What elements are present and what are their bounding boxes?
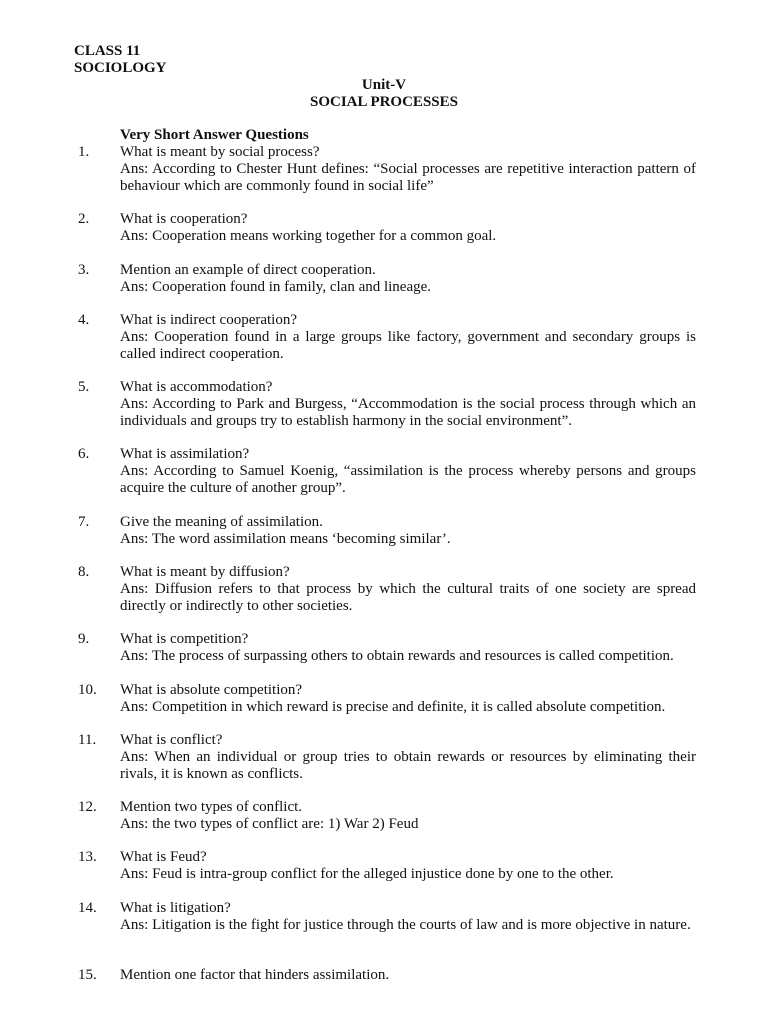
question-number: 3. — [78, 262, 90, 278]
unit-label: Unit-V — [361, 77, 407, 93]
question-text: What is meant by diffusion? — [120, 564, 290, 580]
answer-text: Ans: Diffusion refers to that process by which the cultural traits of one society are spread directly or indirectly to other societies. — [120, 581, 696, 614]
question-number: 1. — [78, 144, 90, 160]
qa-item-9 — [78, 631, 696, 665]
qa-item-13 — [78, 849, 696, 883]
qa-item-8 — [78, 564, 696, 615]
question-number: 8. — [78, 564, 90, 580]
question-number: 5. — [78, 379, 90, 395]
question-number: 15. — [78, 967, 97, 983]
qa-item-6 — [78, 446, 696, 497]
question-number: 7. — [78, 514, 90, 530]
qa-item-10 — [78, 682, 696, 716]
question-text: What is litigation? — [120, 900, 231, 916]
question-number: 11. — [78, 732, 97, 748]
question-number: 14. — [78, 900, 97, 916]
question-text: What is cooperation? — [120, 211, 248, 227]
subject-label: SOCIOLOGY — [74, 60, 167, 76]
question-number: 13. — [78, 849, 97, 865]
question-text: What is Feud? — [120, 849, 207, 865]
qa-item-7 — [78, 514, 696, 548]
qa-item-5 — [78, 379, 696, 430]
qa-item-1 — [78, 144, 696, 195]
answer-text: Ans: Competition in which reward is precise and definite, it is called absolute competition. — [120, 699, 666, 715]
qa-item-14 — [78, 900, 696, 934]
qa-item-2 — [78, 211, 696, 245]
question-number: 12. — [78, 799, 97, 815]
question-text: What is competition? — [120, 631, 249, 647]
answer-text: Ans: Cooperation found in family, clan and lineage. — [120, 279, 432, 295]
question-text: What is accommodation? — [120, 379, 273, 395]
question-text: What is absolute competition? — [120, 682, 303, 698]
qa-item-11 — [78, 732, 696, 783]
qa-item-3 — [78, 262, 696, 296]
question-number: 2. — [78, 211, 90, 227]
question-number: 10. — [78, 682, 97, 698]
question-text: Mention one factor that hinders assimilation. — [120, 967, 390, 983]
answer-text: Ans: Cooperation found in a large groups like factory, government and secondary groups is called indirect cooperation. — [120, 329, 696, 362]
page-title: SOCIAL PROCESSES — [310, 94, 458, 110]
answer-text: Ans: Litigation is the fight for justice through the courts of law and is more objective in nature. — [120, 917, 691, 933]
answer-text: Ans: Feud is intra-group conflict for the alleged injustice done by one to the other. — [120, 866, 614, 882]
answer-text: Ans: the two types of conflict are: 1) War 2) Feud — [120, 816, 419, 832]
answer-text: Ans: According to Park and Burgess, “Accommodation is the social process through which an individuals and groups try to establish harmony in the social environment”. — [120, 396, 696, 429]
answer-text: Ans: According to Chester Hunt defines: “Social processes are repetitive interaction pattern of behaviour which are commonly found in social life” — [120, 161, 696, 194]
question-text: Mention two types of conflict. — [120, 799, 303, 815]
qa-item-4 — [78, 312, 696, 363]
answer-text: Ans: The process of surpassing others to obtain rewards and resources is called competition. — [120, 648, 674, 664]
question-text: What is meant by social process? — [120, 144, 320, 160]
question-text: Mention an example of direct cooperation. — [120, 262, 376, 278]
qa-item-12 — [78, 799, 696, 833]
question-text: What is assimilation? — [120, 446, 250, 462]
class-label: CLASS 11 — [74, 43, 141, 59]
answer-text: Ans: Cooperation means working together for a common goal. — [120, 228, 497, 244]
question-text: What is conflict? — [120, 732, 223, 748]
question-text: What is indirect cooperation? — [120, 312, 298, 328]
answer-text: Ans: According to Samuel Koenig, “assimilation is the process whereby persons and groups acquire the culture of another group”. — [120, 463, 696, 496]
question-number: 6. — [78, 446, 90, 462]
answer-text: Ans: When an individual or group tries to obtain rewards or resources by eliminating their rivals, it is known as conflicts. — [120, 749, 696, 782]
section-heading: Very Short Answer Questions — [120, 127, 309, 143]
qa-item-15 — [78, 967, 696, 984]
question-number: 9. — [78, 631, 90, 647]
question-text: Give the meaning of assimilation. — [120, 514, 323, 530]
question-number: 4. — [78, 312, 90, 328]
answer-text: Ans: The word assimilation means ‘becoming similar’. — [120, 531, 451, 547]
